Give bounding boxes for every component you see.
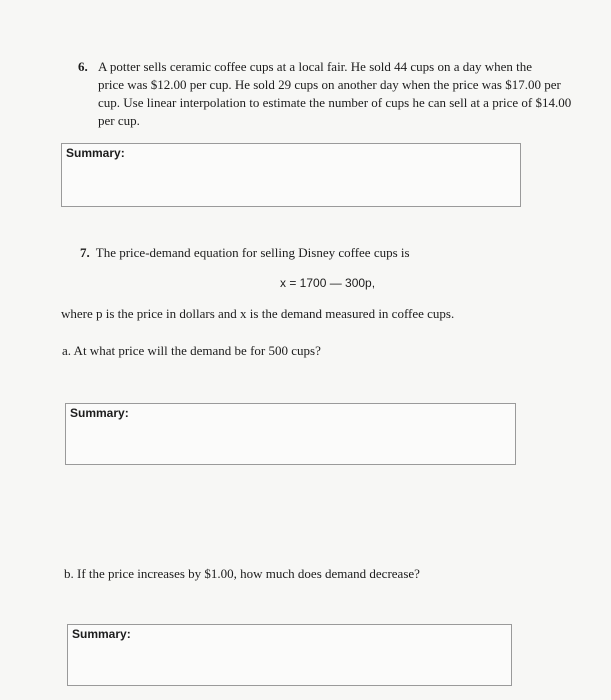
summary-box-q7b[interactable] (67, 624, 512, 686)
summary-label: Summary: (66, 146, 125, 160)
question-6-line: A potter sells ceramic coffee cups at a local fair. He sold 44 cups on a day when the (98, 59, 533, 74)
question-7 (80, 245, 410, 261)
equation-explanation: where p is the price in dollars and x is the demand measured in coffee cups. (61, 306, 455, 321)
summary-label: Summary: (70, 406, 129, 420)
question-6-number: 6. (78, 59, 88, 74)
question-7-text: The price-demand equation for selling Disney coffee cups is (95, 245, 410, 260)
question-6-line: cup. Use linear interpolation to estimate the number of cups he can sell at a price of $14.00 (98, 95, 572, 110)
summary-box-q6[interactable] (61, 143, 521, 207)
summary-box-q7a[interactable] (65, 403, 516, 465)
question-6-line: price was $12.00 per cup. He sold 29 cups on another day when the price was $17.00 per (98, 77, 561, 92)
summary-label: Summary: (72, 627, 131, 641)
question-6-text (98, 58, 598, 130)
question-7b: b. If the price increases by $1.00, how much does demand decrease? (64, 566, 420, 581)
price-demand-equation: x = 1700 — 300p, (280, 276, 376, 290)
question-6-line: per cup. (98, 113, 140, 128)
question-6 (78, 58, 598, 130)
question-7a: a. At what price will the demand be for 500 cups? (62, 343, 321, 358)
question-7-number: 7. (80, 245, 90, 260)
